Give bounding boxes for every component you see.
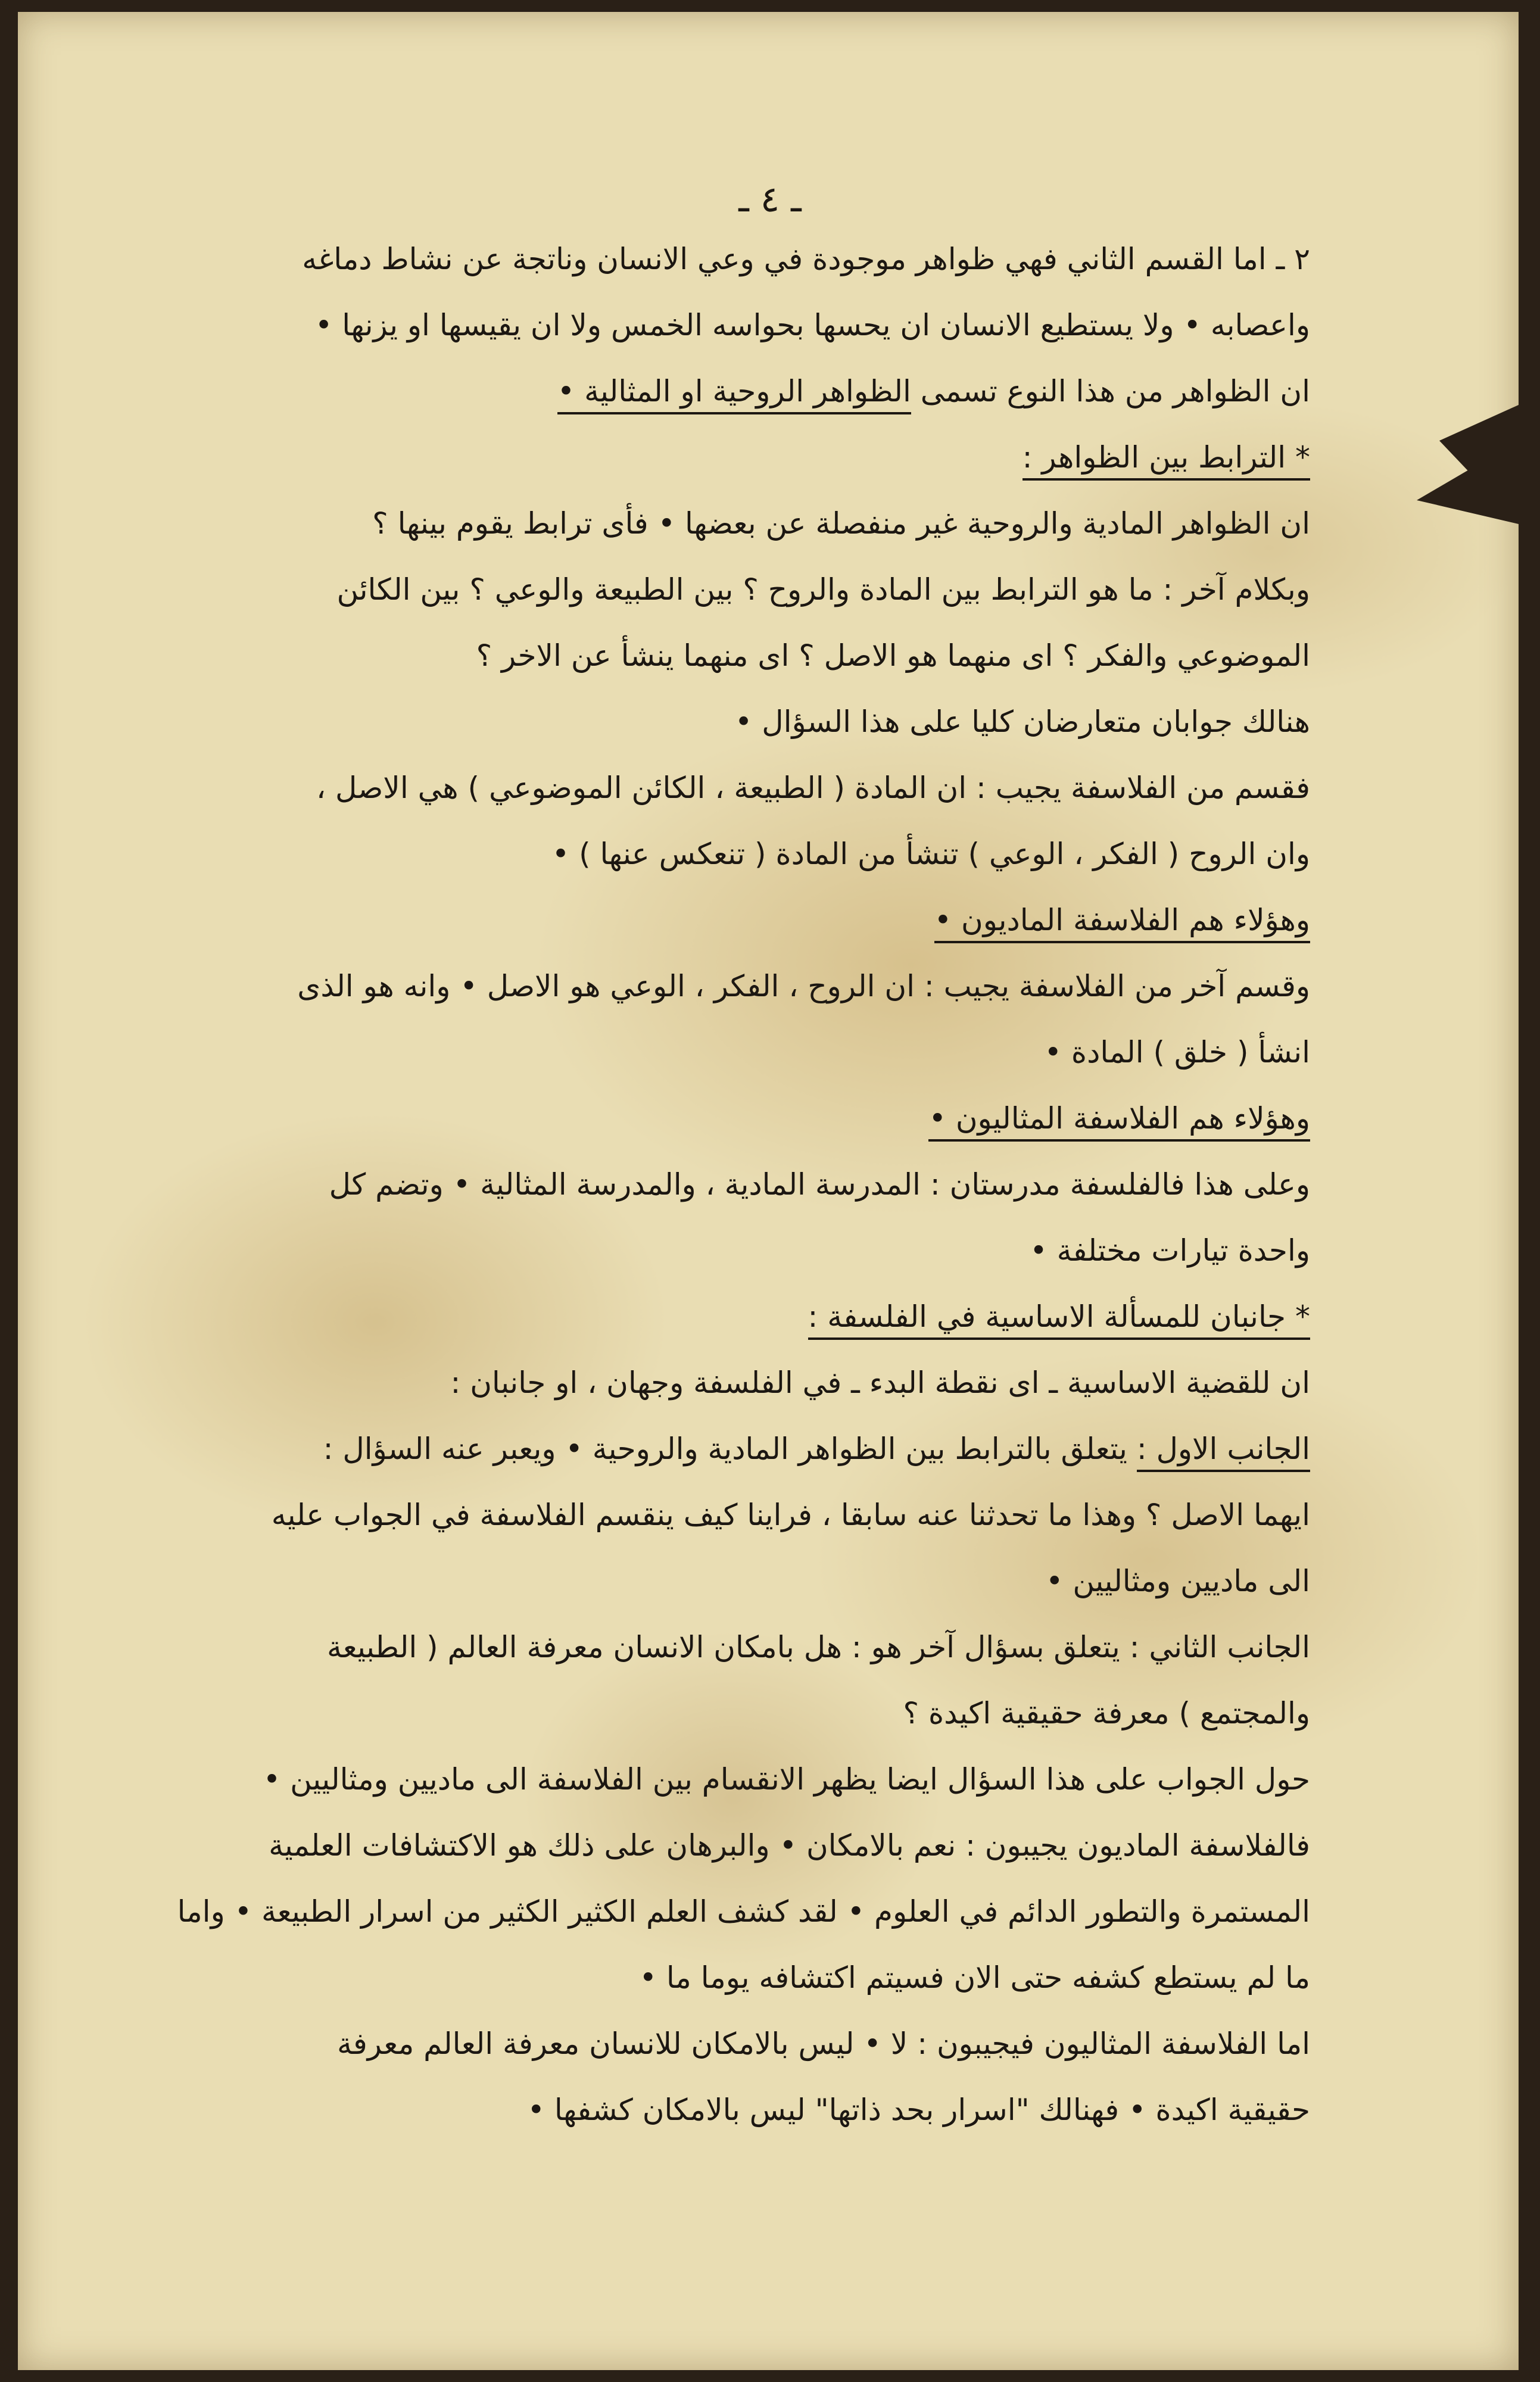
text-line: انشأ ( خلق ) المادة • — [1044, 1035, 1310, 1070]
section-heading: * الترابط بين الظواهر : — [1022, 437, 1310, 481]
text-line: حقيقية اكيدة • فهنالك "اسرار بحد ذاتها" ليس بالامكان كشفها • — [527, 2093, 1310, 2127]
text-line: هنالك جوابان متعارضان كليا على هذا السؤال • — [734, 704, 1310, 739]
text-line: وقسم آخر من الفلاسفة يجيب : ان الروح ، الفكر ، الوعي هو الاصل • وانه هو الذى — [297, 969, 1310, 1003]
text-line: فقسم من الفلاسفة يجيب : ان المادة ( الطبيعة ، الكائن الموضوعي ) هي الاصل ، — [316, 771, 1310, 805]
text-line: ما لم يستطع كشفه حتى الان فسيتم اكتشافه يوما ما • — [639, 1960, 1310, 1995]
text-line: واحدة تيارات مختلفة • — [1030, 1233, 1310, 1268]
torn-corner — [1405, 405, 1519, 524]
text-line: والمجتمع ) معرفة حقيقية اكيدة ؟ — [903, 1696, 1310, 1731]
section-heading-line — [149, 425, 1310, 491]
text-line: فالفلاسفة الماديون يجيبون : نعم بالامكان • والبرهان على ذلك هو الاكتشافات العلمية — [269, 1828, 1310, 1863]
underlined-phrase: الجانب الاول : — [1137, 1428, 1310, 1472]
document-body — [149, 226, 1310, 2143]
text-line — [149, 1416, 1310, 1482]
text-line — [149, 358, 1310, 425]
text-line: الموضوعي والفكر ؟ اى منهما هو الاصل ؟ اى منهما ينشأ عن الاخر ؟ — [476, 638, 1310, 673]
text-line: وعلى هذا فالفلسفة مدرستان : المدرسة المادية ، والمدرسة المثالية • وتضم كل — [329, 1167, 1310, 1202]
text-line: ٢ ـ اما القسم الثاني فهي ظواهر موجودة في وعي الانسان وناتجة عن نشاط دماغه — [302, 242, 1310, 276]
text-line: وان الروح ( الفكر ، الوعي ) تنشأ من المادة ( تنعكس عنها ) • — [551, 837, 1310, 871]
section-heading-line — [149, 1284, 1310, 1350]
text-line: المستمرة والتطور الدائم في العلوم • لقد كشف العلم الكثير الكثير من اسرار الطبيعة • واما — [177, 1894, 1310, 1929]
underlined-line — [149, 887, 1310, 953]
underlined-phrase: الظواهر الروحية او المثالية • — [557, 370, 911, 414]
text-line: ان الظواهر المادية والروحية غير منفصلة عن بعضها • فأى ترابط يقوم بينها ؟ — [372, 506, 1310, 541]
text-segment: ان الظواهر من هذا النوع تسمى — [920, 374, 1310, 409]
text-line: ايهما الاصل ؟ وهذا ما تحدثنا عنه سابقا ، فراينا كيف ينقسم الفلاسفة في الجواب عليه — [271, 1498, 1310, 1532]
text-line: الى ماديين ومثاليين • — [1045, 1564, 1310, 1598]
text-line: الجانب الثاني : يتعلق بسؤال آخر هو : هل بامكان الانسان معرفة العالم ( الطبيعة — [327, 1630, 1310, 1664]
underlined-phrase: وهؤلاء هم الفلاسفة الماديون • — [934, 899, 1310, 943]
text-line: واعصابه • ولا يستطيع الانسان ان يحسها بحواسه الخمس ولا ان يقيسها او يزنها • — [314, 308, 1310, 342]
text-line: حول الجواب على هذا السؤال ايضا يظهر الانقسام بين الفلاسفة الى ماديين ومثاليين • — [263, 1762, 1310, 1797]
text-line: اما الفلاسفة المثاليون فيجيبون : لا • ليس بالامكان للانسان معرفة العالم معرفة — [337, 2026, 1310, 2061]
text-line: ان للقضية الاساسية ـ اى نقطة البدء ـ في الفلسفة وجهان ، او جانبان : — [450, 1365, 1310, 1400]
page-number: ـ ٤ ـ — [738, 179, 802, 220]
text-line: وبكلام آخر : ما هو الترابط بين المادة والروح ؟ بين الطبيعة والوعي ؟ بين الكائن — [336, 572, 1310, 607]
underlined-line — [149, 1086, 1310, 1152]
text-segment: يتعلق بالترابط بين الظواهر المادية والروحية • ويعبر عنه السؤال : — [323, 1432, 1127, 1466]
underlined-phrase: وهؤلاء هم الفلاسفة المثاليون • — [928, 1098, 1310, 1142]
section-heading: * جانبان للمسألة الاساسية في الفلسفة : — [808, 1296, 1310, 1340]
